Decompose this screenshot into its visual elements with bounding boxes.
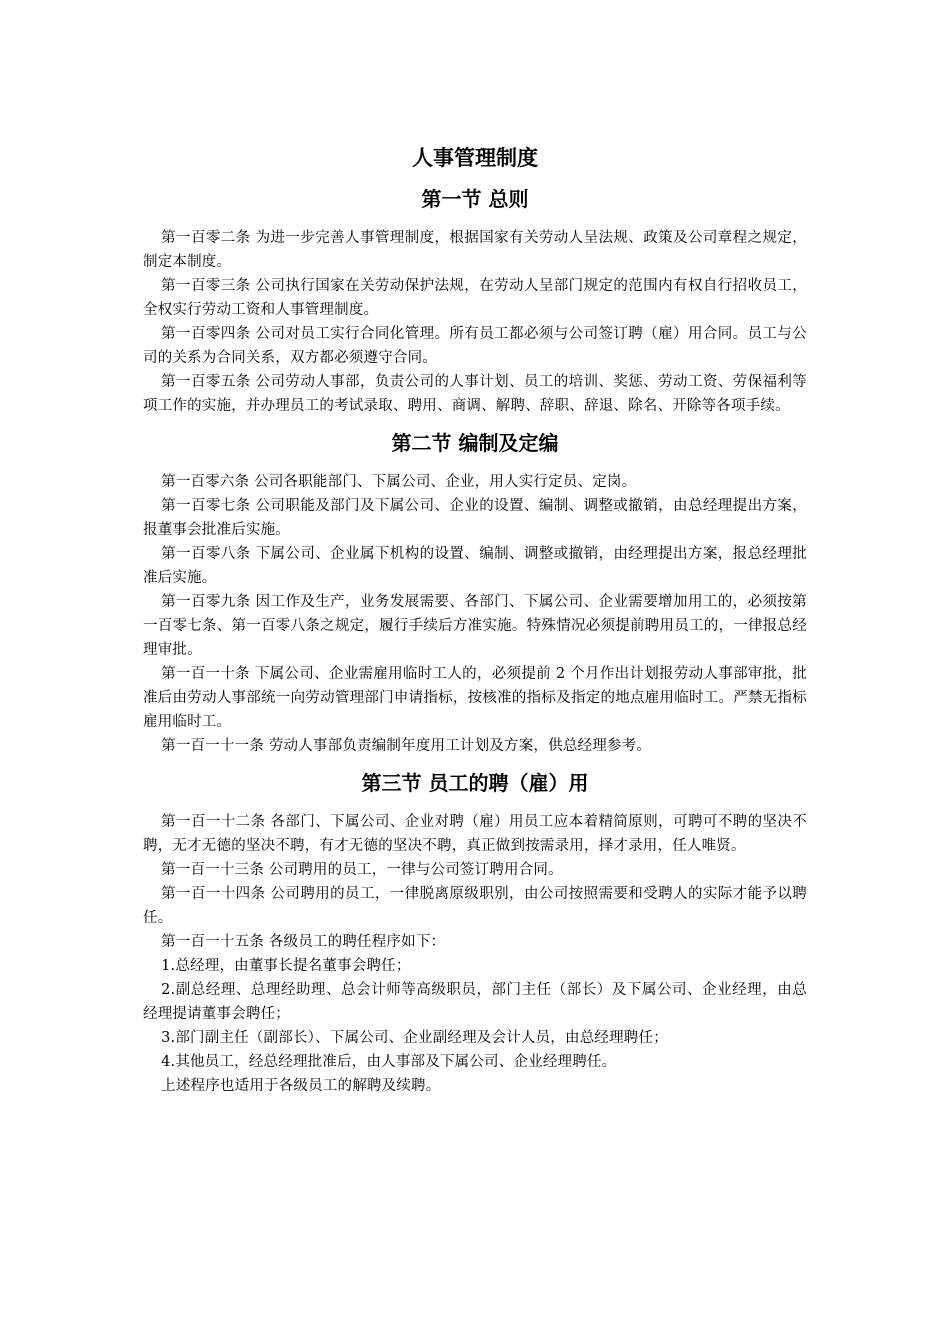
article-paragraph: 第一百一十四条 公司聘用的员工，一律脱离原级职别，由公司按照需要和受聘人的实际才能予以聘任。 xyxy=(143,886,807,926)
list-item: 1.总经理，由董事长提名董事会聘任； xyxy=(161,958,411,974)
section-heading: 第三节 员工的聘（雇）用 xyxy=(361,771,589,795)
article-paragraph: 第一百零四条 公司对员工实行合同化管理。所有员工都必须与公司签订聘（雇）用合同。员工与公司的关系为合同关系，双方都必须遵守合同。 xyxy=(143,326,807,366)
section-heading: 第二节 编制及定编 xyxy=(391,431,559,455)
list-item: 4.其他员工，经总经理批准后，由人事部及下属公司、企业经理聘任。 xyxy=(161,1054,617,1070)
article-paragraph: 第一百零八条 下属公司、企业属下机构的设置、编制、调整或撤销，由经理提出方案，报总经理批准后实施。 xyxy=(143,546,807,586)
article-paragraph: 第一百零三条 公司执行国家在关劳动保护法规，在劳动人呈部门规定的范围内有权自行招收员工，全权实行劳动工资和人事管理制度。 xyxy=(143,278,807,318)
article-paragraph: 第一百零七条 公司职能及部门及下属公司、企业的设置、编制、调整或撤销，由总经理提出方案，报董事会批准后实施。 xyxy=(143,498,807,538)
article-paragraph: 第一百一十五条 各级员工的聘任程序如下： xyxy=(161,934,446,950)
list-item: 2.副总经理、总理经助理、总会计师等高级职员，部门主任（部长）及下属公司、企业经理，由总经理提请董事会聘任； xyxy=(143,982,807,1022)
article-paragraph: 第一百一十条 下属公司、企业需雇用临时工人的，必须提前 2 个月作出计划报劳动人事部审批，批准后由劳动人事部统一向劳动管理部门申请指标，按核准的指标及指定的地点雇用临时工。严禁无指标雇用临时工。 xyxy=(143,666,807,730)
document-title: 人事管理制度 xyxy=(412,146,538,170)
list-item: 3.部门副主任（副部长）、下属公司、企业副经理及会计人员，由总经理聘任； xyxy=(161,1030,668,1046)
article-paragraph: 上述程序也适用于各级员工的解聘及续聘。 xyxy=(161,1078,441,1094)
article-paragraph: 第一百零五条 公司劳动人事部，负责公司的人事计划、员工的培训、奖惩、劳动工资、劳保福利等项工作的实施，并办理员工的考试录取、聘用、商调、解聘、辞职、辞退、除名、开除等各项手续。 xyxy=(143,374,807,414)
article-paragraph: 第一百零二条 为进一步完善人事管理制度，根据国家有关劳动人呈法规、政策及公司章程之规定，制定本制度。 xyxy=(143,230,807,270)
article-paragraph: 第一百零六条 公司各职能部门、下属公司、企业，用人实行定员、定岗。 xyxy=(161,474,637,490)
section-staffing xyxy=(143,418,807,758)
article-paragraph: 第一百零九条 因工作及生产，业务发展需要、各部门、下属公司、企业需要增加用工的，必须按第一百零七条、第一百零八条之规定，履行手续后方准实施。特殊情况必须提前聘用员工的，一律报总经理审批。 xyxy=(143,594,807,658)
article-paragraph: 第一百一十三条 公司聘用的员工，一律与公司签订聘用合同。 xyxy=(161,862,563,878)
article-paragraph: 第一百一十二条 各部门、下属公司、企业对聘（雇）用员工应本着精简原则，可聘可不聘的坚决不聘，无才无德的坚决不聘，有才无德的坚决不聘，真正做到按需录用，择才录用，任人唯贤。 xyxy=(143,814,807,854)
section-heading: 第一节 总则 xyxy=(421,187,529,211)
article-paragraph: 第一百一十一条 劳动人事部负责编制年度用工计划及方案，供总经理参考。 xyxy=(161,738,652,754)
document-page xyxy=(143,138,807,1098)
section-general xyxy=(143,178,807,418)
section-employment xyxy=(143,758,807,1098)
